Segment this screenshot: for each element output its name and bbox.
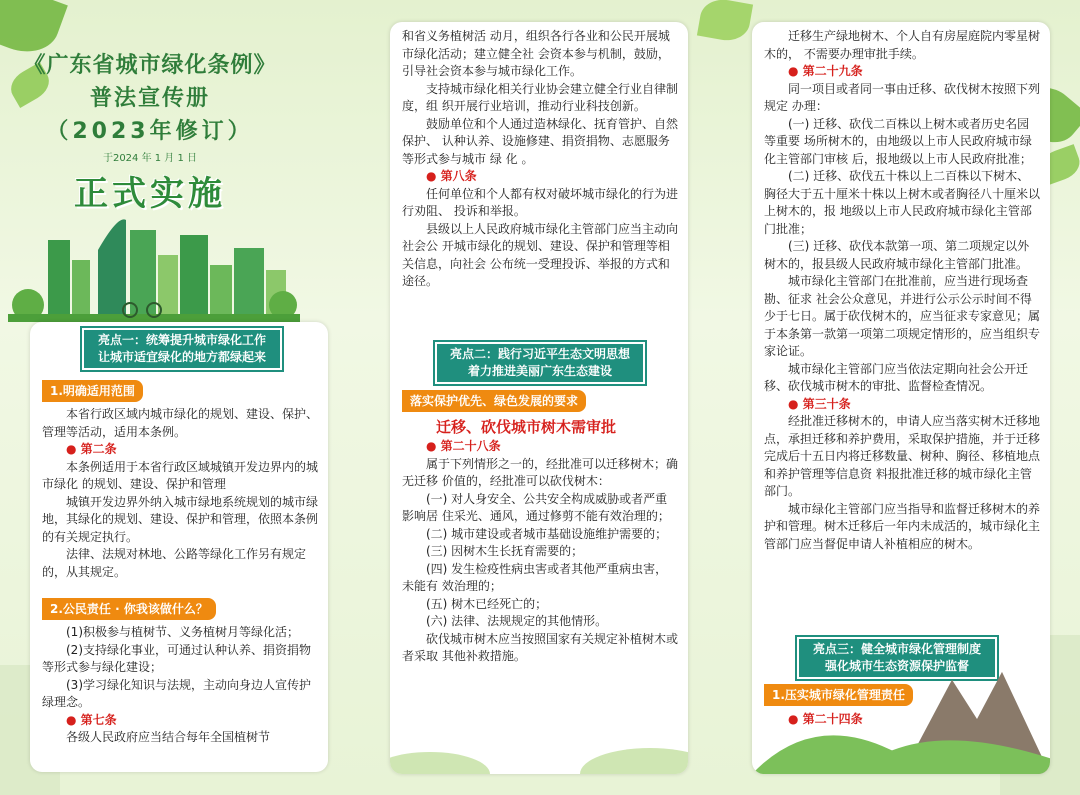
paragraph: 迁移生产绿地树木、个人自有房屋庭院内零星树木的， 不需要办理审批手续。 <box>764 29 1041 61</box>
section-title: 迁移、砍伐城市树木需审批 <box>436 418 617 436</box>
mid-body-2 <box>402 438 678 666</box>
tag-protection: 落实保护优先、绿色发展的要求 <box>402 390 586 412</box>
highlight-one-line2: 让城市适宜绿化的地方都绿起来 <box>97 350 266 364</box>
cover-title <box>0 48 300 215</box>
highlight-two <box>435 342 645 384</box>
paragraph: 支持城市绿化相关行业协会建立健全行业自律制度，组 织开展行业培训，推动行业科技创新。 <box>402 81 679 113</box>
highlight-one <box>82 328 282 370</box>
highlight-three-line1: 亮点三：健全城市绿化管理制度 <box>812 642 981 656</box>
paragraph: 同一项目或者同一事由迁移、砍伐树木按照下列规定 办理： <box>764 81 1041 113</box>
list-item: (五) 树木已经死亡的； <box>426 596 548 611</box>
panel-right <box>752 22 1050 774</box>
list-item: (六) 法律、法规规定的其他情形。 <box>426 614 608 628</box>
paragraph: (3)学习绿化知识与法规，主动向身边人宣传护绿理念。 <box>42 677 311 709</box>
highlight-two-line2: 着力推进美丽广东生态建设 <box>467 364 612 378</box>
date-line: 于2024 年 1 月 1 日 <box>102 153 198 164</box>
left-body-2 <box>42 624 322 747</box>
paragraph: 城镇开发边界外纳入城市绿地系统规划的城市绿地，其绿化的规划、建设、保护和管理，依照本条例的有关规定执行。 <box>42 494 319 544</box>
paragraph: 任何单位和个人都有权对破坏城市绿化的行为进行劝阻、 投诉和举报。 <box>402 186 679 218</box>
paragraph: 本省行政区域内城市绿化的规划、建设、保护、管理等活动，适用本条例。 <box>42 407 319 439</box>
title-line3: （2023年修订） <box>46 119 254 144</box>
paragraph: 各级人民政府应当结合每年全国植树节 <box>66 730 271 744</box>
leaf-decoration <box>697 0 753 44</box>
city-skyline-illustration <box>8 210 300 322</box>
highlight-three-line2: 强化城市生态资源保护监督 <box>824 659 969 673</box>
paragraph: 城市绿化主管部门应当依法定期向社会公开迁移、砍伐城市树木的审批、监督检查情况。 <box>764 361 1029 393</box>
title-line2: 普法宣传册 <box>89 86 210 111</box>
paragraph: (2)支持绿化事业，可通过认种认养、捐资捐物等形式参与绿化建设； <box>42 642 311 674</box>
paragraph: 县级以上人民政府城市绿化主管部门应当主动向社会公 开城市绿化的规划、建设、保护和管理等相关信息，向社会 公布统一受理投诉、举报的方式和途径。 <box>402 221 679 288</box>
list-item: (三) 因树木生长抚育需要的； <box>426 544 584 558</box>
effective-banner: 正式实施 <box>74 174 226 214</box>
article-heading: ● 第七条 <box>66 712 117 727</box>
paragraph: 城市绿化主管部门在批准前，应当进行现场查勘、征求 社会公众意见，并进行公示公示时间不得少于七日。属于砍伐树木的，应当征求专家意见；属于本条第一款第一项第二项规定情形的，应当组织专家论证。 <box>764 274 1041 358</box>
article-heading: ● 第二十九条 <box>788 64 863 78</box>
mid-body-1 <box>402 28 678 291</box>
paragraph: (1)积极参与植树节、义务植树月等绿化活； <box>66 625 299 639</box>
list-item: (二) 迁移、砍伐五十株以上二百株以下树木、胸径大于五十厘米十株以上树木或者胸径八十厘米以上树木的，报 地级以上市人民政府城市绿化主管部门批准； <box>764 169 1041 236</box>
paragraph: 经批准迁移树木的，申请人应当落实树木迁移地点，承担迁移和养护费用，采取保护措施，并于迁移完成后十五日内将迁移数量、树种、胸径、移植地点和养护管理等信息资 料报批准迁移的城市绿化主管部门。 <box>764 414 1041 498</box>
title-line1: 《广东省城市绿化条例》 <box>23 53 277 78</box>
paragraph: 本条例适用于本省行政区域城镇开发边界内的城市绿化 的规划、建设、保护和管理 <box>42 459 319 491</box>
paragraph: 属于下列情形之一的，经批准可以迁移树木；确无迁移 价值的，经批准可以砍伐树木： <box>402 456 679 488</box>
tag-scope: 1.明确适用范围 <box>42 380 143 402</box>
right-body-1 <box>764 28 1040 553</box>
paragraph: 法律、法规对林地、公路等绿化工作另有规定的，从其规定。 <box>42 547 307 579</box>
panel-middle <box>390 22 688 774</box>
paragraph: 和省义务植树活 动月，组织各行各业和公民开展城市绿化活动；建立健全社 会资本参与机制，鼓励，引导社会资本参与城市绿化工作。 <box>402 29 670 78</box>
article-heading: ● 第二十四条 <box>788 712 863 726</box>
article-heading: ● 第二条 <box>66 442 117 456</box>
left-body-1 <box>42 406 322 581</box>
tag-management: 1.压实城市绿化管理责任 <box>764 684 913 706</box>
tree-decoration <box>390 704 688 774</box>
list-item: (四) 发生检疫性病虫害或者其他严重病虫害，未能有 效治理的； <box>402 561 668 593</box>
article-heading: ● 第三十条 <box>788 396 851 411</box>
mountain-decoration <box>752 664 1050 774</box>
paragraph: 鼓励单位和个人通过造林绿化、抚育管护、自然保护、 认种认养、设施修建、捐资捐物、志愿服务等形式参与城市 绿 化 。 <box>402 116 679 166</box>
highlight-two-line1: 亮点二：践行习近平生态文明思想 <box>449 347 630 361</box>
list-item: (一) 对人身安全、公共安全构成威胁或者严重影响居 住采光、通风，通过修剪不能有效治理的； <box>402 491 670 523</box>
list-item: (一) 迁移、砍伐二百株以上树木或者历史名园等重要 场所树木的，由地级以上市人民政府城市绿化主管部门审核 后，报地级以上市人民政府批准； <box>764 116 1032 166</box>
list-item: (三) 迁移、砍伐本款第一项、第二项规定以外树木的，报县级人民政府城市绿化主管部门批准。 <box>764 239 1030 271</box>
panel-left <box>30 322 328 772</box>
paragraph: 城市绿化主管部门应当指导和监督迁移树木的养护和管理。树木迁移后一年内未成活的，城市绿化主管部门应当督促申请人补植相应的树木。 <box>764 501 1041 551</box>
paragraph: 砍伐城市树木应当按照国家有关规定补植树木或者采取 其他补救措施。 <box>402 631 679 663</box>
article-heading: ● 第二十八条 <box>426 439 501 453</box>
highlight-one-line1: 亮点一：统筹提升城市绿化工作 <box>97 333 266 347</box>
tag-citizen-duty: 2.公民责任 · 你我该做什么？ <box>42 598 216 620</box>
list-item: (二) 城市建设或者城市基础设施维护需要的； <box>426 526 668 541</box>
article-heading: ● 第八条 <box>426 169 477 183</box>
